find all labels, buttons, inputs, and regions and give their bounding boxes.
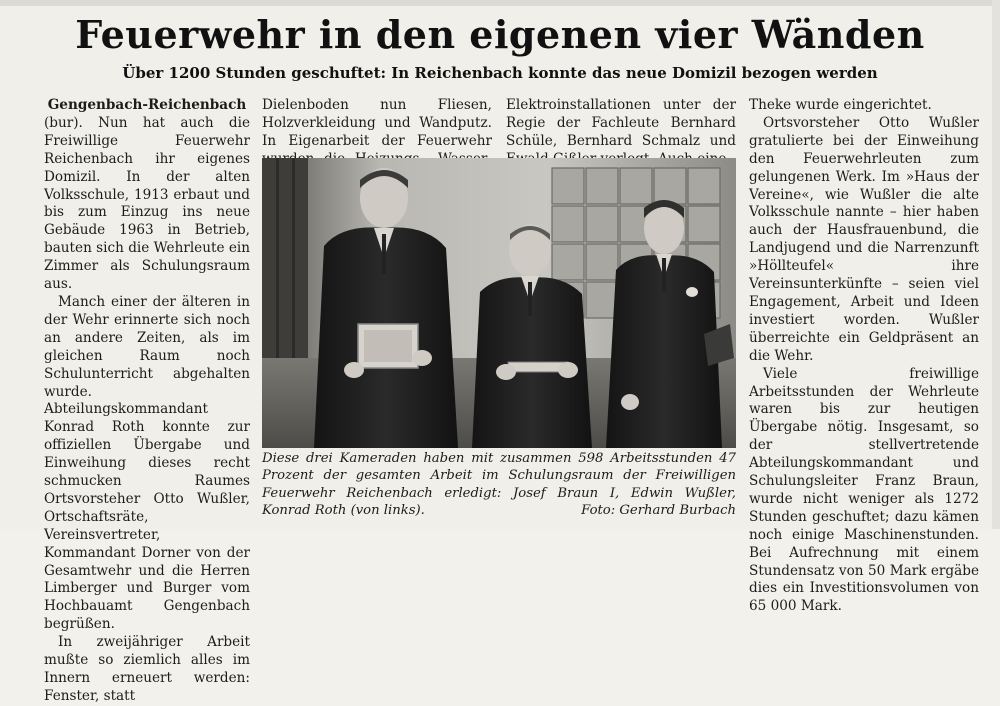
- paragraph: In zweijähriger Arbeit mußte so ziemlich alles im Innern erneuert werden: Fenster, statt: [44, 634, 250, 704]
- paragraph: Dielenboden nun Fliesen, Holzverkleidung und Wandputz. In Eigenarbeit der Feuerwehr: [262, 97, 492, 149]
- caption-text: Diese drei Kameraden haben mit zusammen 598 Arbeitsstunden 47 Prozent der gesamten Arbeit im Schulungsraum der Freiwilligen Feuerwehr Reichenbach erledigt: Josef Braun I, Edwin Wußler, Konrad Roth (von links).: [262, 451, 736, 518]
- paper-edge-top: [0, 0, 1000, 6]
- dateline: Gengenbach-Reichenbach: [47, 97, 247, 113]
- paragraph: Manch einer der älteren in der Wehr erinnerte sich noch an andere Zeiten, als im gleichen Raum noch Schulunterricht abgehalten wurde. Abteilungskommandant Konrad Roth konnte zur offiziellen Übergabe und Einweihung dieses recht schmucken Raumes Ortsvorsteher Otto Wußler, Ortschaftsräte, Vereinsvertreter, Kommandant Dorner von der Gesamtwehr und die Herren Limberger und Burger vom Hochbauamt Gengenbach begrüßen.: [44, 293, 250, 633]
- article-column-4: [749, 97, 979, 616]
- paragraph: (bur). Nun hat auch die Freiwillige Feuerwehr Reichenbach ihr eigenes Domizil. In der alten Volksschule, 1913 erbaut und bis zum Einzug ins neue Gebäude 1963 in Betrieb, bauten sich die Wehrleute ein Zimmer als Schulungsraum aus.: [44, 114, 250, 293]
- photo-image: [262, 158, 736, 448]
- paragraph: Theke wurde eingerichtet.: [749, 97, 932, 113]
- article-column-1: [44, 97, 250, 706]
- photo-credit: Foto: Gerhard Burbach: [581, 502, 736, 518]
- headline: Feuerwehr in den eigenen vier Wänden: [75, 12, 925, 57]
- news-photo: [262, 158, 736, 448]
- subheadline: Über 1200 Stunden geschuftet: In Reichenbach konnte das neue Domizil bezogen werden: [122, 64, 878, 82]
- photo-caption: [262, 450, 736, 519]
- paragraph: Elektroinstallationen unter der Regie der Fachleute Bernhard Schüle, Bernhard Schmalz und: [506, 97, 736, 149]
- paragraph: Viele freiwillige Arbeitsstunden der Wehrleute waren bis zur heutigen Übergabe nötig. Insgesamt, so der stellvertretende Abteilungskommandant und Schulungsleiter Franz Braun, wurde nicht weniger als 1272 Stunden geschuftet; dazu kämen noch einige Maschinenstunden. Bei Aufrechnung mit einem Stundensatz von 50 Mark ergäbe dies ein Investitionsvolumen von 65 000 Mark.: [749, 365, 979, 615]
- paragraph: Ortsvorsteher Otto Wußler gratulierte bei der Einweihung den Feuerwehrleuten zum gelungenen Werk. Im »Haus der Vereine«, wie Wußler die alte Volksschule nannte – hier haben auch der Hausfrauenbund, die Landjugend und die Narrenzunft »Höllteufel« ihre Vereinsunterkünfte – seien viel Engagement, Arbeit und Ideen investiert worden. Wußler überreichte ein Geldpräsent an die Wehr.: [749, 114, 979, 364]
